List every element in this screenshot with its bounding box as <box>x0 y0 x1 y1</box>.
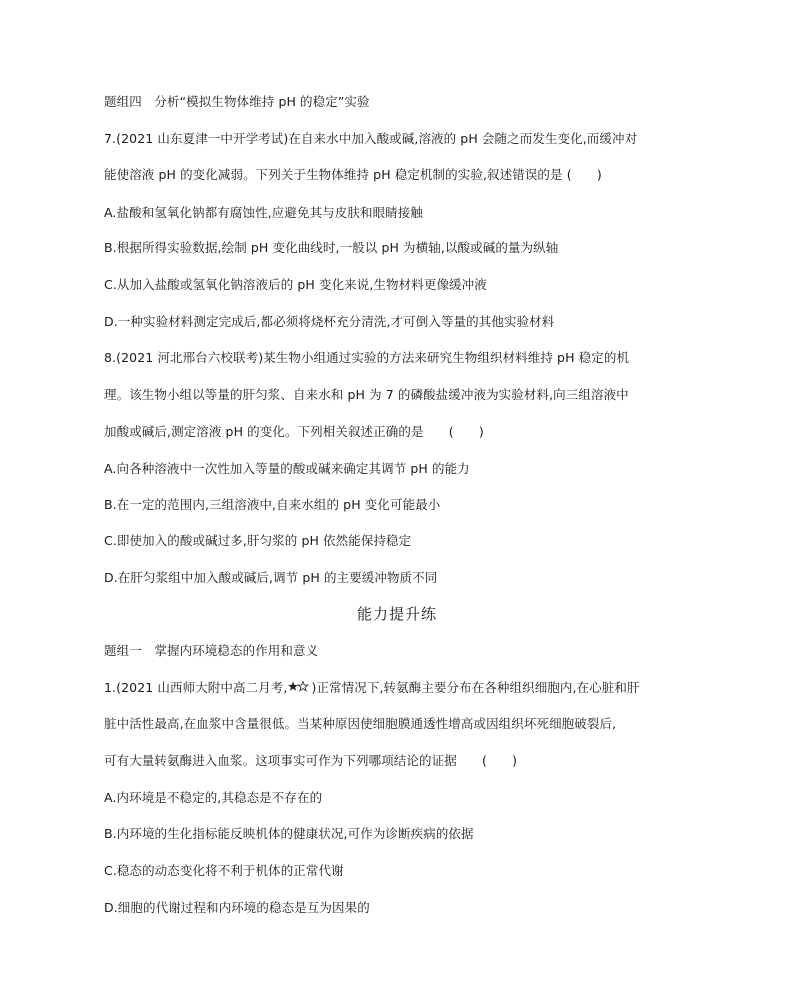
question-7-stem-line-2: 能使溶液 pH 的变化减弱。下列关于生物体维持 pH 稳定机制的实验,叙述错误的是 ( ) <box>104 167 602 182</box>
question-8-stem-line-1: 8.(2021 河北邢台六校联考)某生物小组通过实验的方法来研究生物组织材料维持 pH 稳定的机 <box>104 350 630 365</box>
question-1-stem-line-2: 脏中活性最高,在血浆中含量很低。当某种原因使细胞膜通透性增高或因组织坏死细胞破裂后, <box>104 716 617 731</box>
question-1-stem-line-3: 可有大量转氨酶进入血浆。这项事实可作为下列哪项结论的证据 ( ) <box>104 753 518 768</box>
question-1-source: 1.(2021 山西师大附中高二月考, <box>104 680 288 695</box>
question-7-option-a: A.盐酸和氢氧化钠都有腐蚀性,应避免其与皮肤和眼睛接触 <box>104 205 423 220</box>
question-1-option-b: B.内环境的生化指标能反映机体的健康状况,可作为诊断疾病的依据 <box>104 826 474 841</box>
group1-heading: 题组一 掌握内环境稳态的作用和意义 <box>104 643 319 658</box>
section-title: 能力提升练 <box>356 605 437 623</box>
star-rating-icon <box>288 681 310 693</box>
question-7-option-c: C.从加入盐酸或氢氧化钠溶液后的 pH 变化来说,生物材料更像缓冲液 <box>104 277 487 292</box>
question-8-stem-line-2: 理。该生物小组以等量的肝匀浆、自来水和 pH 为 7 的磷酸盐缓冲液为实验材料,向三组溶液中 <box>104 387 629 402</box>
question-1-option-d: D.细胞的代谢过程和内环境的稳态是互为因果的 <box>104 900 370 915</box>
question-7-option-b: B.根据所得实验数据,绘制 pH 变化曲线时,一般以 pH 为横轴,以酸或碱的量为纵轴 <box>104 240 559 255</box>
question-7-stem-line-1: 7.(2021 山东夏津一中开学考试)在自来水中加入酸或碱,溶液的 pH 会随之而发生变化,而缓冲对 <box>104 131 638 146</box>
question-1-stem-line-1 <box>104 680 640 696</box>
question-8-option-c: C.即使加入的酸或碱过多,肝匀浆的 pH 依然能保持稳定 <box>104 533 412 548</box>
question-8-stem-line-3: 加酸或碱后,测定溶液 pH 的变化。下列相关叙述正确的是 ( ) <box>104 424 484 439</box>
question-8-option-a: A.向各种溶液中一次性加入等量的酸或碱来确定其调节 pH 的能力 <box>104 461 470 476</box>
question-8-option-b: B.在一定的范围内,三组溶液中,自来水组的 pH 变化可能最小 <box>104 497 441 512</box>
group4-heading: 题组四 分析“模拟生物体维持 pH 的稳定”实验 <box>104 94 370 109</box>
question-1-option-c: C.稳态的动态变化将不利于机体的正常代谢 <box>104 863 344 878</box>
question-8-option-d: D.在肝匀浆组中加入酸或碱后,调节 pH 的主要缓冲物质不同 <box>104 570 438 585</box>
question-7-option-d: D.一种实验材料测定完成后,都必须将烧杯充分清洗,才可倒入等量的其他实验材料 <box>104 314 555 329</box>
question-1-option-a: A.内环境是不稳定的,其稳态是不存在的 <box>104 790 323 805</box>
question-1-stem-start: )正常情况下,转氨酶主要分布在各种组织细胞内,在心脏和肝 <box>311 680 640 695</box>
